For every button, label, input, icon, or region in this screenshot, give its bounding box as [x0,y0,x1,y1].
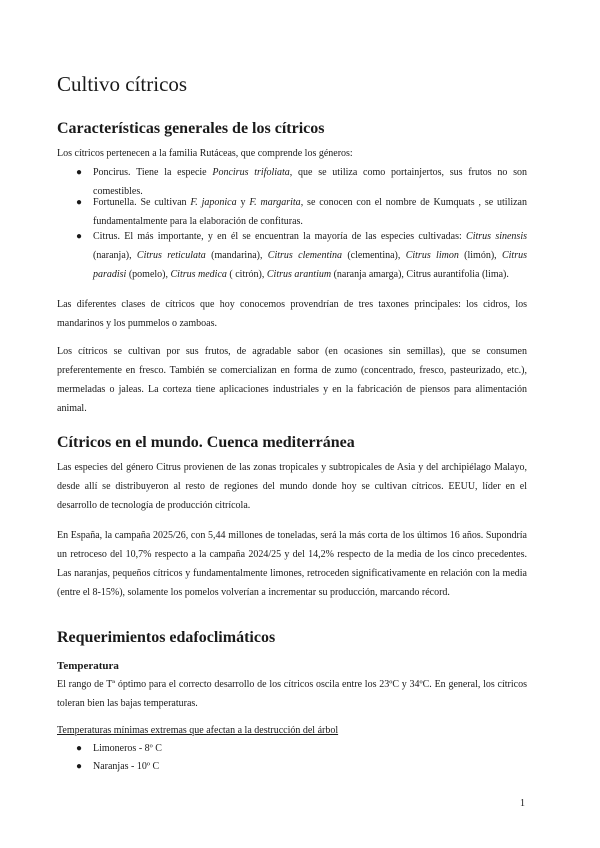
subheading-temperatura: Temperatura [57,660,119,672]
list-item-citrus [58,227,527,284]
list-item-limoneros [58,739,527,758]
list-item-text: Naranjas - 10º C [93,761,160,772]
bullet-icon: ● [76,231,83,242]
section-heading-caracteristicas: Características generales de los cítricos [57,120,325,137]
bullet-icon: ● [76,761,83,772]
underlined-caption: Temperaturas mínimas extremas que afectan a la destrucción del árbol [57,725,339,736]
intro-paragraph: Los cítricos pertenecen a la familia Rutáceas, que comprende los géneros: [57,148,353,159]
list-item-text: Citrus. El más importante, y en él se encuentran la mayoría de las especies cultivadas: Citrus sinensis (naranja), Citrus reticulata (mandarina), Citrus clementina (clementina), Citrus limon (limón), Citrus paradisi (pomelo), Citrus medica ( citrón), Citrus arantium (naranja amarga), Citrus aurantifolia (lima). [93,231,527,280]
list-item-fortunella [58,193,527,231]
page-number: 1 [520,798,525,809]
paragraph-origen: Las especies del género Citrus provienen de las zonas tropicales y subtropicales de Asia y del archipiélago Malayo, desde allí se distribuyeron al resto de regiones del mundo donde hoy se cultivan cítricos. EEUU, líder en el desarrollo de tecnología de producción citrícola. [57,462,527,511]
list-item-text: Limoneros - 8º C [93,743,162,754]
bullet-icon: ● [76,197,83,208]
list-item-text: Fortunella. Se cultivan F. japonica y F. margarita, se conocen con el nombre de Kumquats , se utilizan fundamentalmente para la elaboración de confituras. [93,197,527,227]
page-title: Cultivo cítricos [57,72,188,96]
section-heading-requerimientos: Requerimientos edafoclimáticos [57,629,276,646]
paragraph-espana: En España, la campaña 2025/26, con 5,44 millones de toneladas, será la más corta de los últimos 16 años. Supondría un retroceso del 10,7% respecto a la campaña 2024/25 y del 14,2% respecto de la media de los cinco precedentes. Las naranjas, pequeños cítricos y fundamentalmente limones, retroceden significativamente en relación con la media (entre el 8-15%), solamente los pomelos volverían a incrementar su producción, marcando récord. [57,530,527,598]
paragraph-temperatura: El rango de Tª óptimo para el correcto desarrollo de los cítricos oscila entre los 23ºC y 34ºC. En general, los cítricos toleran bien las bajas temperaturas. [57,679,527,709]
bullet-icon: ● [76,743,83,754]
paragraph-taxones: Las diferentes clases de cítricos que hoy conocemos provendrían de tres taxones principales: los cidros, los mandarinos y los pummelos o zamboas. [57,299,527,329]
section-heading-mundo: Cítricos en el mundo. Cuenca mediterránea [57,434,355,451]
bullet-icon: ● [76,167,83,178]
list-item-naranjas [58,757,527,776]
list-item-text: Poncirus. Tiene la especie Poncirus trifoliata, que se utiliza como portainjertos, sus frutos no son comestibles. [93,167,528,197]
paragraph-usos: Los cítricos se cultivan por sus frutos, de agradable sabor (en ocasiones sin semillas), que se consumen preferentemente en fresco. También se comercializan en forma de zumo (concentrado, fresco, pasteurizado, etc.), mermeladas o jaleas. La corteza tiene aplicaciones industriales y en la fabricación de piensos para alimentación animal. [57,346,527,414]
